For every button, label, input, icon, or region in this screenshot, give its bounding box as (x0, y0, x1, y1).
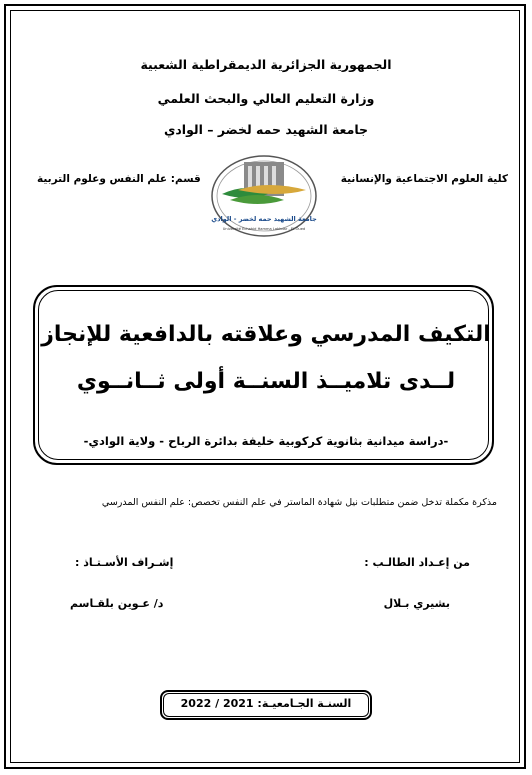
university-logo (208, 150, 320, 244)
supervisor-name: د/ عـوين بلقـاسم (70, 597, 164, 610)
supervisor-label: إشـراف الأسـتـاذ : (75, 556, 174, 569)
ministry-header: وزارة التعليم العالي والبحث العلمي (157, 91, 375, 106)
thesis-subtitle: -دراسة ميدانية بثانوية كركوبية خليفة بدائرة الرباح - ولاية الوادي- (83, 434, 449, 448)
academic-year: السنـة الجـامعيـة: 2021 / 2022 (180, 697, 352, 710)
student-label: من إعـداد الطالـب : (364, 556, 470, 569)
faculty-label: كلية العلوم الاجتماعية والإنسانية (340, 173, 508, 185)
logo-name-ar: جامعة الشهيد حمه لخضر - الوادي (211, 215, 317, 223)
thesis-title-line2: لــدى تلاميــذ السنــة أولى ثــانــوي (76, 369, 456, 394)
memo-statement: مذكرة مكملة تدخل ضمن متطلبات نيل شهادة الماستر في علم النفس تخصص: علم النفس المدرسي (101, 497, 497, 508)
student-name: بشيري بـلال (383, 597, 450, 610)
department-label: قسم: علم النفس وعلوم التربية (37, 173, 201, 185)
logo-name-fr: Université Echahid Hamma Lakhdar - El-Oued (222, 227, 306, 231)
republic-header: الجمهورية الجزائرية الديمقراطية الشعبية (140, 57, 392, 72)
thesis-title-line1: التكيف المدرسي وعلاقته بالدافعية للإنجاز (41, 322, 491, 347)
university-header: جامعة الشهيد حمه لخضر – الوادي (163, 122, 369, 137)
